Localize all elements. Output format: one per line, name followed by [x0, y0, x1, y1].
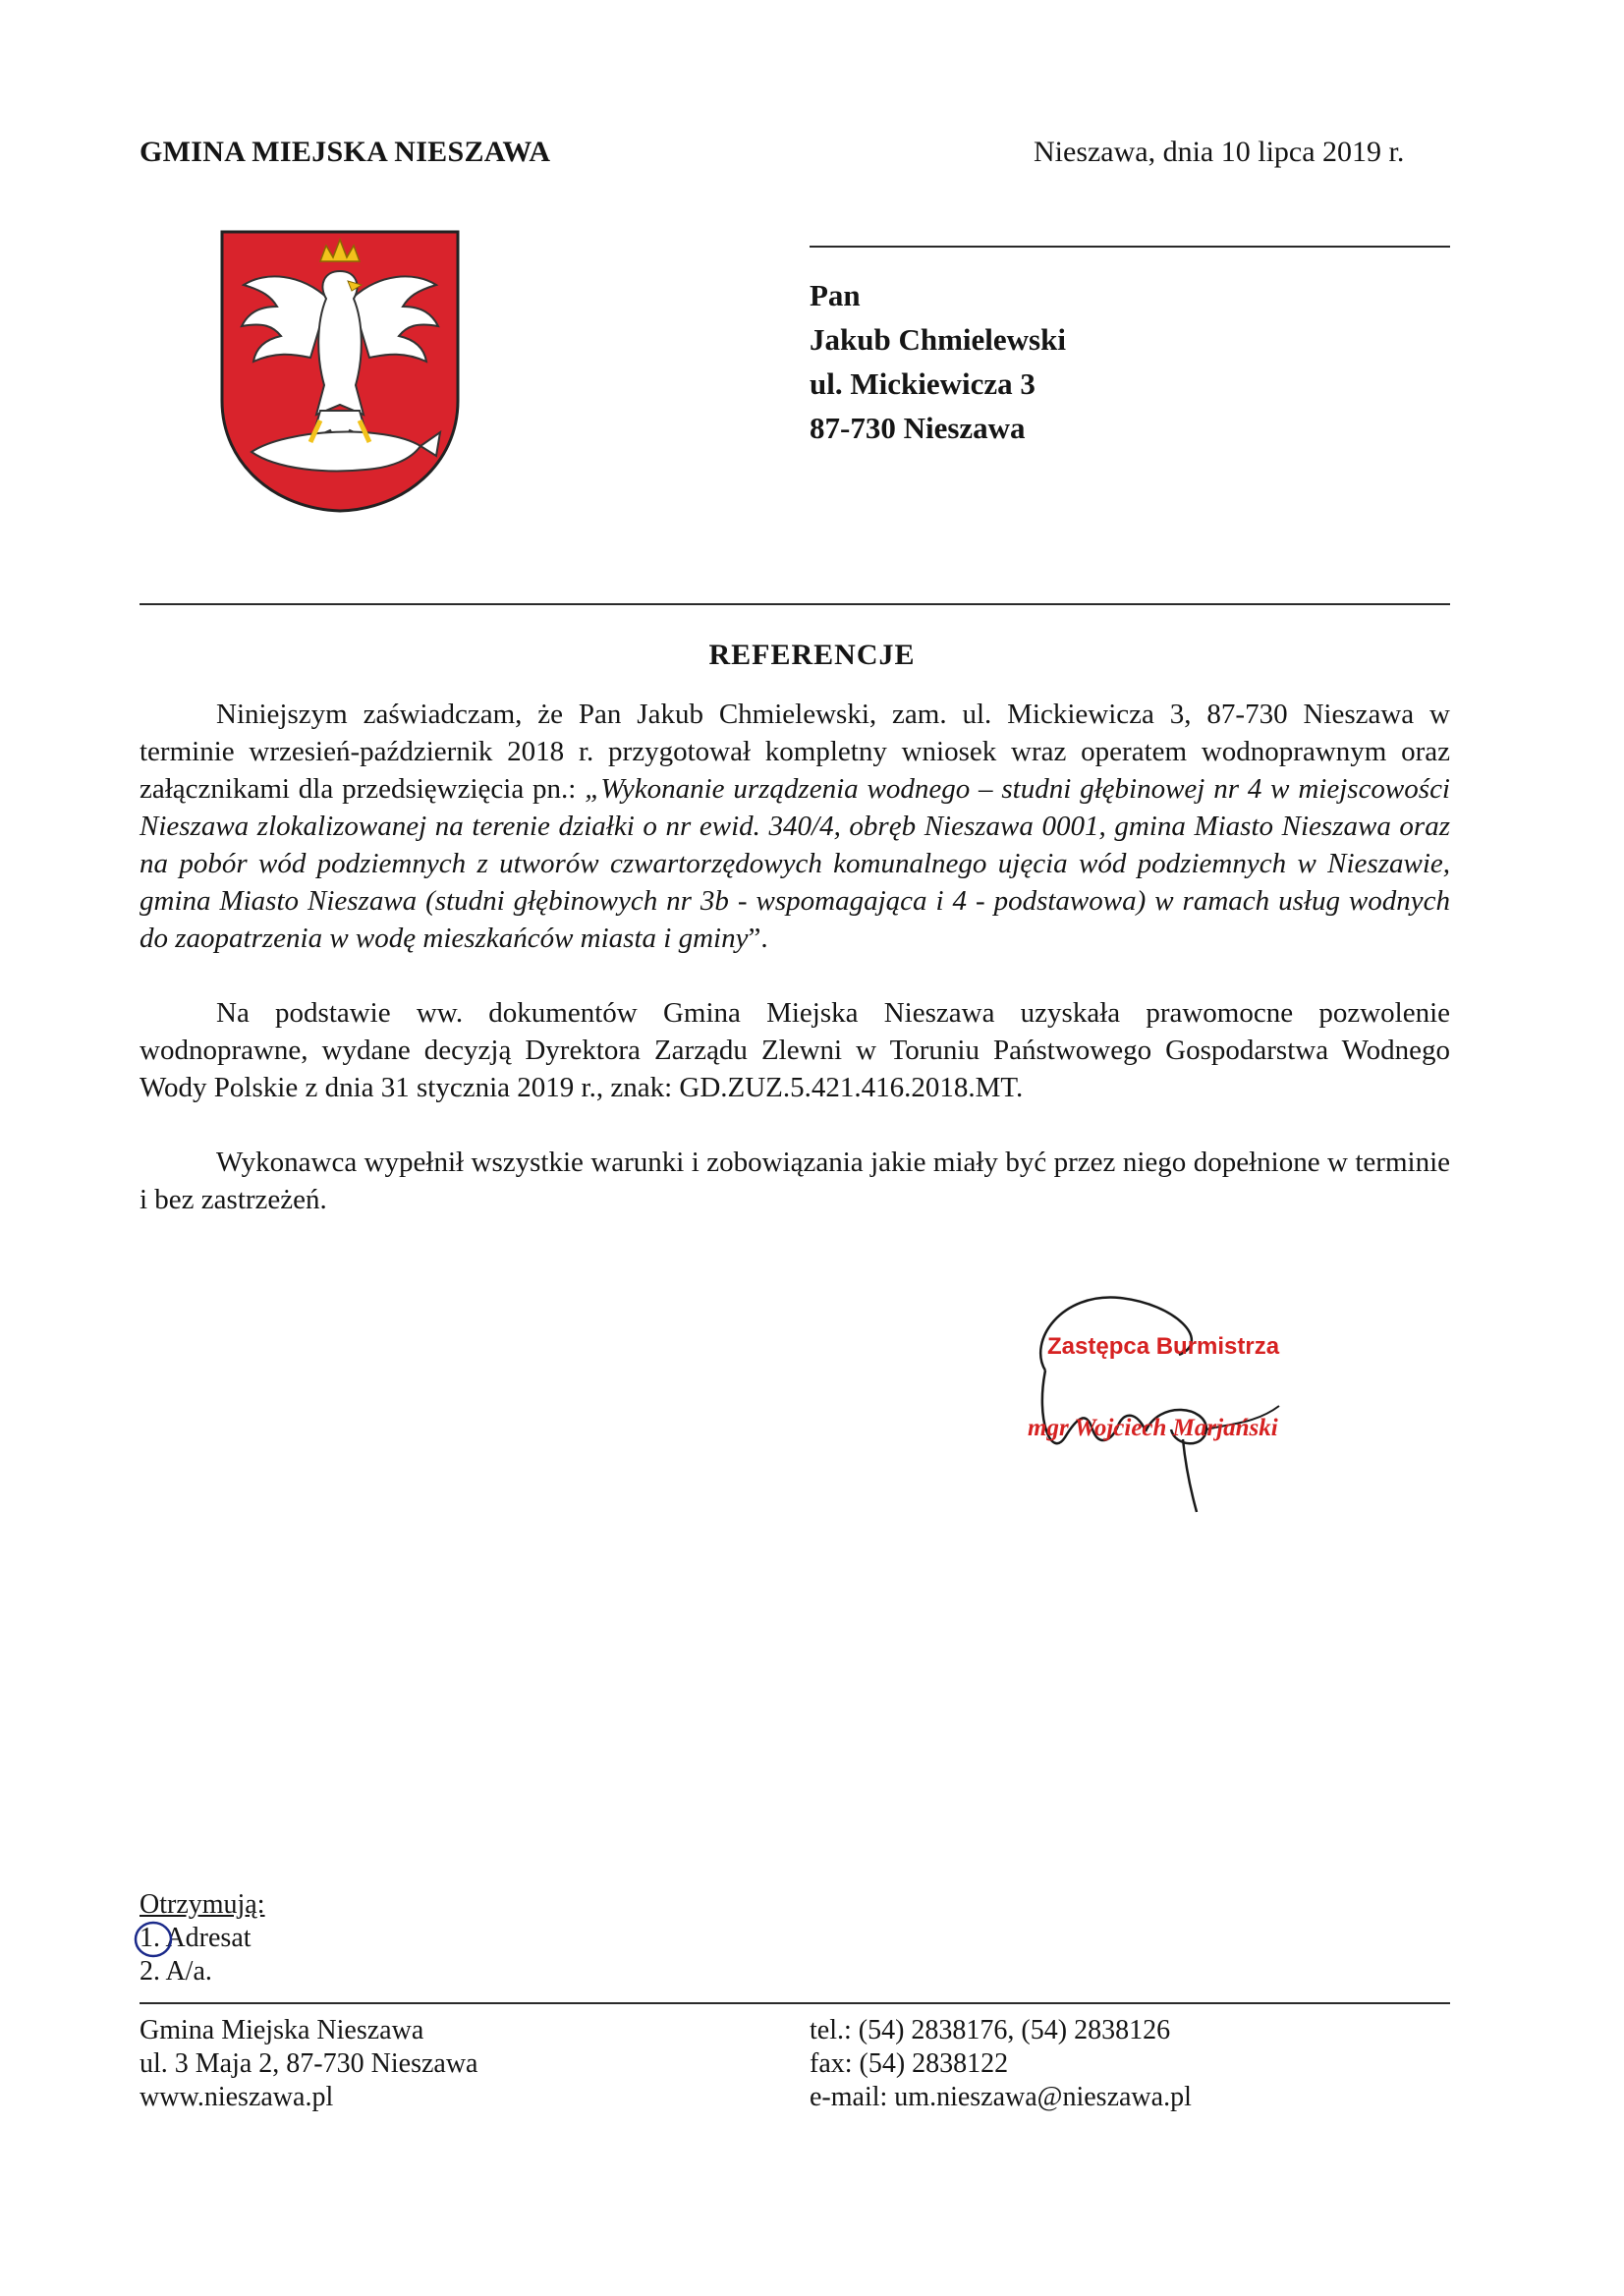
footer-fax: fax: (54) 2838122	[810, 2048, 1009, 2079]
recipients-label: Otrzymują:	[140, 1889, 265, 1920]
paragraph-1	[140, 696, 1450, 957]
recipient-top-rule	[810, 246, 1450, 248]
document-body	[140, 696, 1450, 1218]
footer-tel: tel.: (54) 2838176, (54) 2838126	[810, 2015, 1171, 2045]
recipient-block	[810, 273, 1066, 450]
footer-web-link[interactable]: www.nieszawa.pl	[140, 2082, 334, 2112]
list-item: 2. A/a.	[140, 1956, 212, 1987]
document-title: REFERENCJE	[708, 639, 916, 671]
header-date: Nieszawa, dnia 10 lipca 2019 r.	[1034, 136, 1405, 168]
footer-address: ul. 3 Maja 2, 87-730 Nieszawa	[140, 2048, 478, 2079]
recipient-salutation: Pan	[810, 278, 861, 312]
recipient-city: 87-730 Nieszawa	[810, 411, 1026, 445]
footer-address-block	[140, 2014, 477, 2114]
footer-email[interactable]: e-mail: um.nieszawa@nieszawa.pl	[810, 2082, 1192, 2112]
header-rule	[140, 603, 1450, 605]
pen-circle-mark-icon	[118, 1918, 177, 1961]
paragraph-1-intro: Niniejszym zaświadczam, że Pan Jakub Chmielewski, zam. ul. Mickiewicza 3, 87-730 Nieszawa w terminie wrzesień-październik 2018 r. przygotował kompletny wniosek wraz operatem wodnoprawnym oraz załącznikami dla przedsięwzięcia pn.:	[140, 699, 1450, 805]
header-organization: GMINA MIEJSKA NIESZAWA	[140, 136, 551, 168]
footer-rule	[140, 2002, 1450, 2004]
footer-contact-block	[810, 2014, 1192, 2114]
signatory-title: Zastępca Burmistrza	[1047, 1333, 1280, 1360]
project-name-quote: „Wykonanie urządzenia wodnego – studni głębinowej nr 4 w miejscowości Nieszawa zlokalizowanej na terenie działki o nr ewid. 340/4, obręb Nieszawa 0001, gmina Miasto Nieszawa oraz na pobór wód podziemnych z utworów czwartorzędowych komunalnego ujęcia wód podziemnych w Nieszawie, gmina Miasto Nieszawa (studni głębinowych nr 3b - wspomagająca i 4 - podstawowa) w ramach usług wodnych do zaopatrzenia w wodę mieszkańców miasta i gminy	[140, 773, 1450, 954]
handwritten-signature-icon	[1002, 1282, 1316, 1518]
paragraph-3: Wykonawca wypełnił wszystkie warunki i zobowiązania jakie miały być przez niego dopełnione w terminie i bez zastrzeżeń.	[140, 1147, 1450, 1215]
recipient-name: Jakub Chmielewski	[810, 322, 1066, 357]
paragraph-2: Na podstawie ww. dokumentów Gmina Miejska Nieszawa uzyskała prawomocne pozwolenie wodnoprawne, wydane decyzją Dyrektora Zarządu Zlewni w Toruniu Państwowego Gospodarstwa Wodnego Wody Polskie z dnia 31 stycznia 2019 r., znak: GD.ZUZ.5.421.416.2018.MT.	[140, 997, 1450, 1103]
footer-org: Gmina Miejska Nieszawa	[140, 2015, 424, 2045]
paragraph-1-end: ”.	[748, 923, 768, 954]
coat-of-arms-icon	[218, 228, 462, 515]
list-item: 1. Adresat	[140, 1923, 252, 1953]
recipient-street: ul. Mickiewicza 3	[810, 366, 1036, 401]
signatory-name: mgr Wojciech Marjański	[1028, 1415, 1278, 1441]
